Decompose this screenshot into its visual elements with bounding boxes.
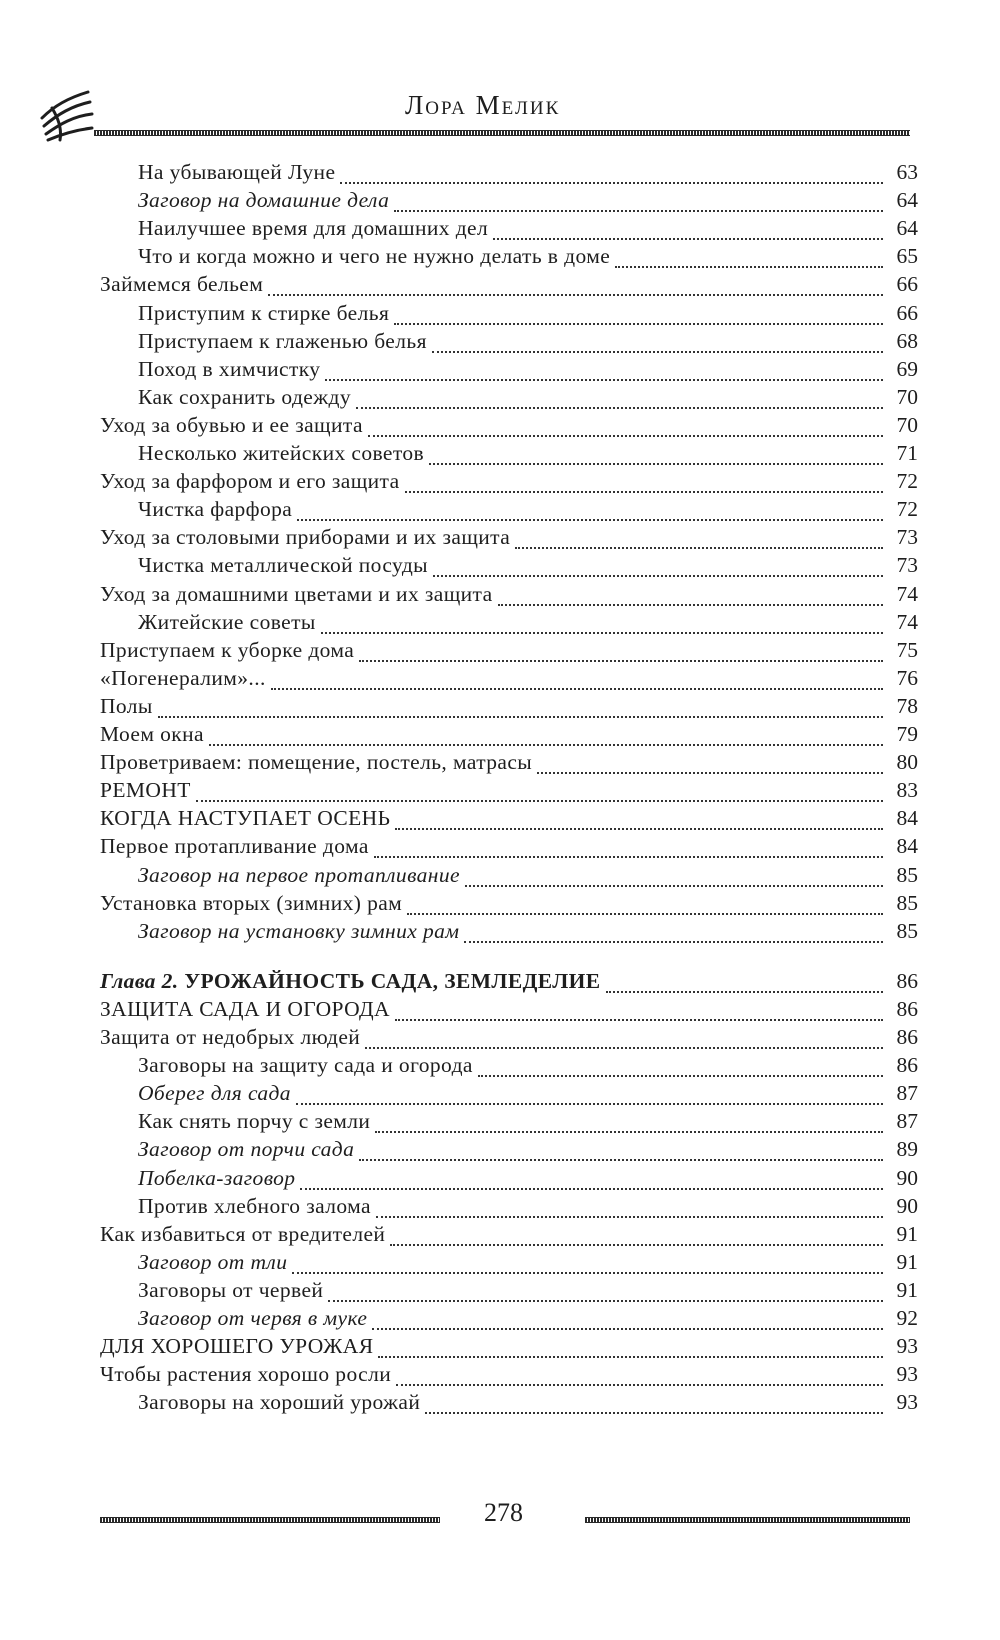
toc-entry-text: Защита от недобрых людей xyxy=(100,1025,361,1049)
toc-entry-title xyxy=(138,1137,354,1162)
toc-entry-text: Как сохранить одежду xyxy=(138,385,351,409)
toc-entry xyxy=(138,863,918,893)
toc-page-number: 64 xyxy=(896,216,918,240)
toc-entry xyxy=(100,694,918,724)
toc-page-number: 90 xyxy=(896,1166,918,1190)
toc-entry xyxy=(100,582,918,612)
toc-page-number: 86 xyxy=(896,969,918,993)
toc-page-number: 63 xyxy=(896,160,918,184)
dot-leader xyxy=(478,1074,883,1077)
dot-leader xyxy=(498,603,883,606)
toc-entry-title xyxy=(138,1250,287,1275)
dot-leader xyxy=(615,265,883,268)
toc-entry-title xyxy=(100,413,363,438)
toc-page-number: 91 xyxy=(896,1222,918,1246)
toc-page-number: 64 xyxy=(896,188,918,212)
toc-entry xyxy=(100,750,918,780)
dot-leader xyxy=(374,855,883,858)
toc-page-number: 79 xyxy=(896,722,918,746)
footer-rule-right xyxy=(585,1517,910,1523)
toc-entry-text: Первое протапливание дома xyxy=(100,834,369,858)
toc-entry-text: Наилучшее время для домашних дел xyxy=(138,216,489,240)
toc-entry xyxy=(100,997,918,1027)
dot-leader xyxy=(340,181,883,184)
toc-entry-title xyxy=(100,722,204,747)
toc-entry xyxy=(138,1306,918,1336)
dot-leader xyxy=(425,1411,883,1414)
toc-entry-text: Поход в химчистку xyxy=(138,357,321,381)
dot-leader xyxy=(606,990,883,993)
toc-page-number: 72 xyxy=(896,469,918,493)
dot-leader xyxy=(158,715,883,718)
toc-page-number: 91 xyxy=(896,1278,918,1302)
dot-leader xyxy=(432,350,883,353)
toc-page-number: 66 xyxy=(896,301,918,325)
toc-entry-text: Несколько житейских советов xyxy=(138,441,425,465)
dot-leader xyxy=(368,434,883,437)
toc-entry-text: Заговор на домашние дела xyxy=(138,188,390,212)
toc-entry-text: Заговор от червя в муке xyxy=(138,1306,368,1330)
toc-page-number: 80 xyxy=(896,750,918,774)
toc-entry-text: Заговоры на защиту сада и огорода xyxy=(138,1053,473,1077)
dot-leader xyxy=(396,1383,883,1386)
toc-entry xyxy=(100,1025,918,1055)
toc-entry-text: Приступаем к глаженью белья xyxy=(138,329,427,353)
toc-entry-text: Уход за фарфором и его защита xyxy=(100,469,400,493)
toc-entry-title xyxy=(138,1166,295,1191)
toc-page-number: 86 xyxy=(896,1053,918,1077)
toc-entry xyxy=(138,188,918,218)
toc-entry xyxy=(138,385,918,415)
toc-entry-text: Полы xyxy=(100,694,153,718)
toc-entry xyxy=(138,244,918,274)
toc-entry xyxy=(138,1278,918,1308)
dot-leader xyxy=(515,546,883,549)
toc-page-number: 84 xyxy=(896,834,918,858)
toc-entry-title xyxy=(100,666,266,691)
dot-leader xyxy=(395,1018,883,1021)
toc-entry-text: Чистка металлической посуды xyxy=(138,553,429,577)
toc-entry-title xyxy=(138,188,389,213)
toc-entry-text: Заговоры от червей xyxy=(138,1278,324,1302)
toc-page-number: 87 xyxy=(896,1109,918,1133)
toc-entry-text: Уход за домашними цветами и их защита xyxy=(100,582,493,606)
toc-entry-title xyxy=(138,1194,371,1219)
toc-page-number: 93 xyxy=(896,1334,918,1358)
toc-entry xyxy=(138,1137,918,1167)
toc-entry xyxy=(138,1194,918,1224)
toc-page-number: 78 xyxy=(896,694,918,718)
toc-page-number: 74 xyxy=(896,582,918,606)
dot-leader xyxy=(395,827,883,830)
dot-leader xyxy=(390,1243,883,1246)
toc-entry xyxy=(138,1053,918,1083)
toc-entry-text: «Погенералим»... xyxy=(100,666,266,690)
toc-page-number: 68 xyxy=(896,329,918,353)
toc-entry-title xyxy=(138,919,459,944)
toc-entry-title xyxy=(100,1334,373,1359)
toc-page-number: 93 xyxy=(896,1362,918,1386)
toc-page-number: 89 xyxy=(896,1137,918,1161)
toc-page-number: 85 xyxy=(896,891,918,915)
toc-entry-text: Как снять порчу с земли xyxy=(138,1109,371,1133)
toc-entry-title xyxy=(100,969,601,994)
toc-entry-title xyxy=(100,272,263,297)
toc-entry-text: Против хлебного залома xyxy=(138,1194,371,1218)
toc-entry xyxy=(100,413,918,443)
toc-entry-title xyxy=(138,441,424,466)
toc-page-number: 76 xyxy=(896,666,918,690)
toc-entry-title xyxy=(100,1025,360,1050)
toc-entry xyxy=(100,722,918,752)
dot-leader xyxy=(359,1158,883,1161)
toc-entry-title xyxy=(138,385,351,410)
toc-entry-title xyxy=(100,891,402,916)
toc-entry-text: На убывающей Луне xyxy=(138,160,336,184)
toc-entry-text: Что и когда можно и чего не нужно делать в доме xyxy=(138,244,611,268)
toc-page-number: 92 xyxy=(896,1306,918,1330)
dot-leader xyxy=(292,1271,883,1274)
dot-leader xyxy=(300,1187,883,1190)
toc-entry-title xyxy=(138,357,320,382)
toc-entry-text: Чистка фарфора xyxy=(138,497,293,521)
running-header-author: Лора Мелик xyxy=(405,90,561,120)
toc-page-number: 75 xyxy=(896,638,918,662)
toc-entry-title xyxy=(138,1053,473,1078)
toc-entry xyxy=(100,1334,918,1364)
toc-entry-text: ЗАЩИТА САДА И ОГОРОДА xyxy=(100,997,390,1021)
toc-entry-text: Моем окна xyxy=(100,722,204,746)
toc-page-number: 72 xyxy=(896,497,918,521)
toc-page-number: 70 xyxy=(896,413,918,437)
toc-entry-title xyxy=(100,525,510,550)
toc-entry-title xyxy=(100,834,369,859)
toc-entry xyxy=(138,216,918,246)
toc-entry xyxy=(138,301,918,331)
toc-entry-text: Уход за обувью и ее защита xyxy=(100,413,363,437)
toc-entry xyxy=(138,160,918,190)
dot-leader xyxy=(297,518,883,521)
toc-page-number: 87 xyxy=(896,1081,918,1105)
toc-entry-title xyxy=(138,863,460,888)
toc-entry-title xyxy=(100,997,390,1022)
toc-entry xyxy=(100,272,918,302)
toc-entry-text: Заговор на установку зимних рам xyxy=(138,919,460,943)
toc-page-number: 74 xyxy=(896,610,918,634)
dot-leader xyxy=(328,1299,883,1302)
toc-entry xyxy=(100,1362,918,1392)
toc-entry-title xyxy=(100,694,153,719)
toc-entry-text: Приступаем к уборке дома xyxy=(100,638,355,662)
toc-entry xyxy=(100,778,918,808)
dot-leader xyxy=(464,940,883,943)
dot-leader xyxy=(196,799,883,802)
toc-entry-text: Уход за столовыми приборами и их защита xyxy=(100,525,511,549)
toc-entry xyxy=(100,806,918,836)
toc-entry-text: КОГДА НАСТУПАЕТ ОСЕНЬ xyxy=(100,806,391,830)
dot-leader xyxy=(325,378,883,381)
toc-entry-text: Проветриваем: помещение, постель, матрасы xyxy=(100,750,533,774)
toc-entry-title xyxy=(100,778,191,803)
dot-leader xyxy=(407,912,883,915)
toc-entry xyxy=(138,1109,918,1139)
toc-entry xyxy=(100,469,918,499)
footer-rule-left xyxy=(100,1517,440,1523)
toc-page-number: 90 xyxy=(896,1194,918,1218)
toc-entry-title xyxy=(138,216,488,241)
dot-leader xyxy=(296,1102,883,1105)
toc-entry-title xyxy=(138,160,335,185)
feather-ornament-icon xyxy=(38,88,94,144)
toc-page-number: 71 xyxy=(896,441,918,465)
dot-leader xyxy=(375,1130,883,1133)
toc-entry-title xyxy=(138,1306,367,1331)
toc-entry xyxy=(100,666,918,696)
toc-page-number: 73 xyxy=(896,553,918,577)
toc-page-number: 70 xyxy=(896,385,918,409)
dot-leader xyxy=(268,293,883,296)
toc-entry-title xyxy=(138,610,316,635)
toc-entry xyxy=(138,497,918,527)
dot-leader xyxy=(465,884,883,887)
toc-entry xyxy=(138,1081,918,1111)
toc-page-number: 83 xyxy=(896,778,918,802)
dot-leader xyxy=(356,406,883,409)
toc-page-number: 86 xyxy=(896,997,918,1021)
dot-leader xyxy=(394,209,883,212)
toc-entry xyxy=(138,610,918,640)
toc-entry-text: Оберег для сада xyxy=(138,1081,291,1105)
toc-entry-text: Установка вторых (зимних) рам xyxy=(100,891,403,915)
toc-entry-title xyxy=(138,1390,420,1415)
toc-entry xyxy=(138,919,918,949)
toc-page-number: 66 xyxy=(896,272,918,296)
header-rule xyxy=(94,130,910,136)
toc-entry-title xyxy=(138,1278,323,1303)
toc-entry-title xyxy=(100,469,400,494)
toc-entry-title xyxy=(100,1222,385,1247)
toc-entry-text: Побелка-заговор xyxy=(138,1166,296,1190)
toc-entry xyxy=(138,357,918,387)
toc-entry xyxy=(138,553,918,583)
toc-entry-text: Как избавиться от вредителей xyxy=(100,1222,386,1246)
dot-leader xyxy=(394,322,883,325)
toc-entry-text: УРОЖАЙНОСТЬ САДА, ЗЕМЛЕДЕЛИЕ xyxy=(184,969,601,993)
toc-entry-title xyxy=(138,329,427,354)
toc-page-number: 86 xyxy=(896,1025,918,1049)
toc-entry xyxy=(138,1390,918,1420)
dot-leader xyxy=(376,1215,883,1218)
toc-entry-title xyxy=(138,1081,291,1106)
toc-entry xyxy=(138,1250,918,1280)
dot-leader xyxy=(271,687,883,690)
toc-entry-title xyxy=(100,638,354,663)
toc-entry-text: Заговор от порчи сада xyxy=(138,1137,355,1161)
toc-page-number: 65 xyxy=(896,244,918,268)
toc-entry-title xyxy=(138,553,428,578)
toc-page-number: 93 xyxy=(896,1390,918,1414)
toc-entry-text: Чтобы растения хорошо росли xyxy=(100,1362,392,1386)
toc-page-number: 73 xyxy=(896,525,918,549)
toc-entry xyxy=(100,969,918,999)
toc-entry-text: ДЛЯ ХОРОШЕГО УРОЖАЯ xyxy=(100,1334,374,1358)
toc-entry xyxy=(100,638,918,668)
dot-leader xyxy=(378,1355,883,1358)
toc-entry-title xyxy=(138,497,292,522)
toc-page-number: 69 xyxy=(896,357,918,381)
toc-entry xyxy=(138,329,918,359)
toc-entry-title xyxy=(138,1109,370,1134)
dot-leader xyxy=(429,462,883,465)
toc-entry xyxy=(100,525,918,555)
toc-entry xyxy=(100,891,918,921)
toc-entry-text: Приступим к стирке белья xyxy=(138,301,390,325)
toc-entry-title xyxy=(138,244,610,269)
toc-entry-text: Займемся бельем xyxy=(100,272,264,296)
toc-entry-text: Заговор на первое протапливание xyxy=(138,863,460,887)
dot-leader xyxy=(537,771,883,774)
toc-entry-text: Заговоры на хороший урожай xyxy=(138,1390,421,1414)
toc-entry-text: Заговор от тли xyxy=(138,1250,288,1274)
toc-entry xyxy=(138,1166,918,1196)
chapter-prefix: Глава 2. xyxy=(100,969,179,993)
dot-leader xyxy=(365,1046,883,1049)
dot-leader xyxy=(405,490,883,493)
toc-entry xyxy=(100,1222,918,1252)
toc-page-number: 91 xyxy=(896,1250,918,1274)
toc-entry xyxy=(138,441,918,471)
dot-leader xyxy=(433,574,883,577)
dot-leader xyxy=(372,1327,883,1330)
toc-entry-title xyxy=(100,1362,391,1387)
dot-leader xyxy=(493,237,883,240)
dot-leader xyxy=(321,631,883,634)
toc-entry-title xyxy=(138,301,389,326)
toc-page-number: 85 xyxy=(896,919,918,943)
toc-entry-text: Житейские советы xyxy=(138,610,316,634)
dot-leader xyxy=(209,743,883,746)
toc-entry xyxy=(100,834,918,864)
toc-entry-title xyxy=(100,806,390,831)
toc-entry-title xyxy=(100,582,493,607)
toc-entry-text: РЕМОНТ xyxy=(100,778,191,802)
toc-page-number: 84 xyxy=(896,806,918,830)
toc-entry-title xyxy=(100,750,532,775)
page-number: 278 xyxy=(484,1498,523,1527)
dot-leader xyxy=(359,659,883,662)
toc-page-number: 85 xyxy=(896,863,918,887)
